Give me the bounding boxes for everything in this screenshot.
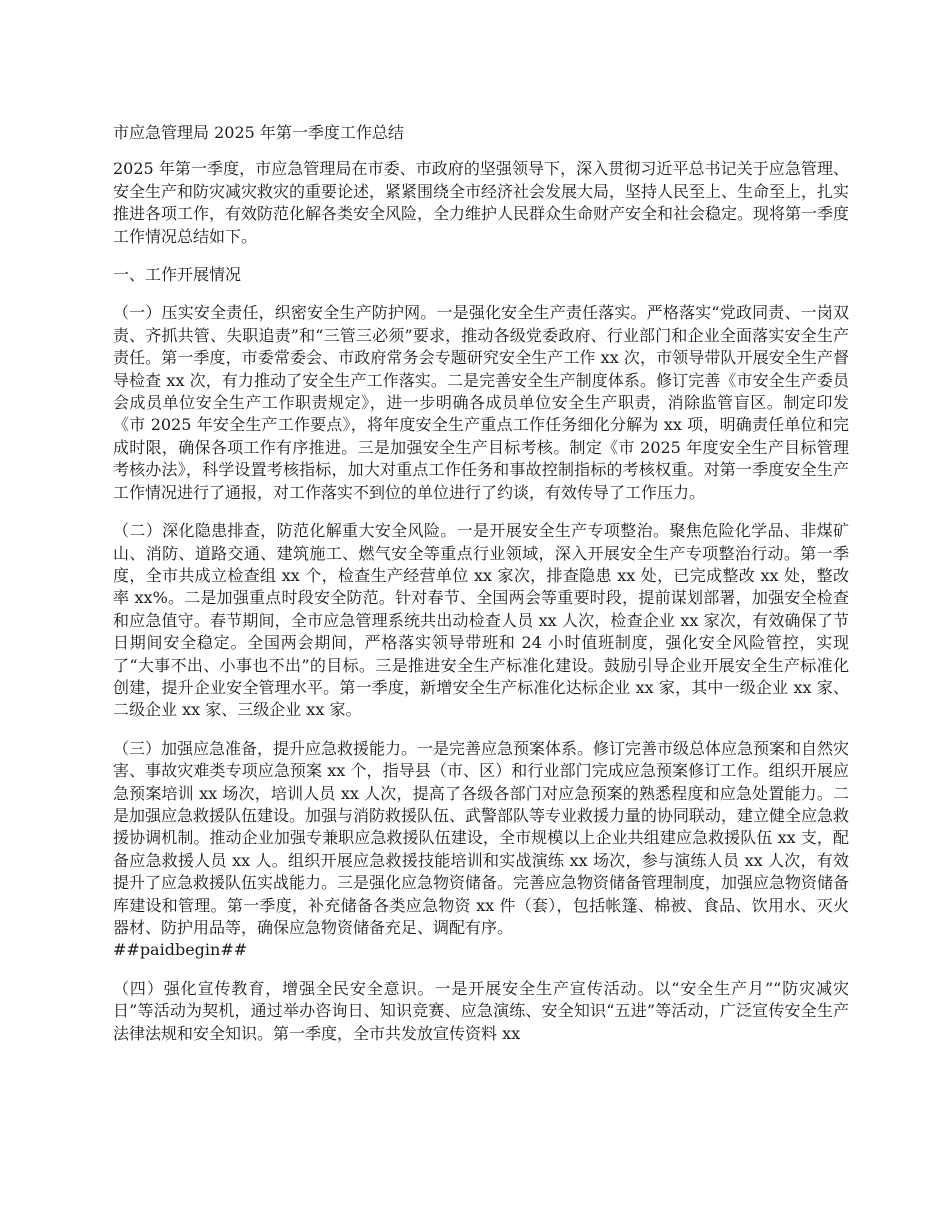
- paragraph-3: [113, 738, 849, 962]
- intro-paragraph: 2025 年第一季度，市应急管理局在市委、市政府的坚强领导下，深入贯彻习近平总书记关于应急管理、安全生产和防灾减灾救灾的重要论述，紧紧围绕全市经济社会发展大局，坚持人民至上、生命至上，扎实推进各项工作，有效防范化解各类安全风险，全力维护人民群众生命财产安全和社会稳定。现将第一季度工作情况总结如下。: [113, 159, 850, 246]
- paragraph-3-text: （三）加强应急准备，提升应急救援能力。一是完善应急预案体系。修订完善市级总体应急预案和自然灾害、事故灾难类专项应急预案 xx 个，指导县（市、区）和行业部门完成应急预案修订工作。组织开展应急预案培训 xx 场次，培训人员 xx 人次，提高了各级各部门对应急预案的熟悉程度和应急处置能力。二是加强应急救援队伍建设。加强与消防救援队伍、武警部队等专业救援力量的协同联动，建立健全应急救援协调机制。推动企业加强专兼职应急救援队伍建设，全市规模以上企业共组建应急救援队伍 xx 支，配备应急救援人员 xx 人。组织开展应急救援技能培训和实战演练 xx 场次，参与演练人员 xx 人次，有效提升了应急救援队伍实战能力。三是强化应急物资储备。完善应急物资储备管理制度，加强应急物资储备库建设和管理。第一季度，补充储备各类应急物资 xx 件（套），包括帐篷、棉被、食品、饮用水、灭火器材、防护用品等，确保应急物资储备充足、调配有序。: [113, 738, 850, 937]
- document-page: [113, 122, 849, 1061]
- paid-marker: ##paidbegin##: [113, 940, 248, 960]
- paragraph-1: （一）压实安全责任，织密安全生产防护网。一是强化安全生产责任落实。严格落实“党政同责、一岗双责、齐抓共管、失职追责”和“三管三必须”要求，推动各级党委政府、行业部门和企业全面落实安全生产责任。第一季度，市委常委会、市政府常务会专题研究安全生产工作 xx 次，市领导带队开展安全生产督导检查 xx 次，有力推动了安全生产工作落实。二是完善安全生产制度体系。修订完善《市安全生产委员会成员单位安全生产工作职责规定》，进一步明确各成员单位安全生产职责，消除监管盲区。制定印发《市 2025 年安全生产工作要点》，将年度安全生产重点工作任务细化分解为 xx 项，明确责任单位和完成时限，确保各项工作有序推进。三是加强安全生产目标考核。制定《市 2025 年度安全生产目标管理考核办法》，科学设置考核指标，加大对重点工作任务和事故控制指标的考核权重。对第一季度安全生产工作情况进行了通报，对工作落实不到位的单位进行了约谈，有效传导了工作压力。: [113, 303, 849, 502]
- document-title: 市应急管理局 2025 年第一季度工作总结: [113, 123, 404, 142]
- section-heading: 一、工作开展情况: [113, 265, 242, 285]
- paragraph-2: （二）深化隐患排查，防范化解重大安全风险。一是开展安全生产专项整治。聚焦危险化学品、非煤矿山、消防、道路交通、建筑施工、燃气安全等重点行业领域，深入开展安全生产专项整治行动。第一季度，全市共成立检查组 xx 个，检查生产经营单位 xx 家次，排查隐患 xx 处，已完成整改 xx 处，整改率 xx%。二是加强重点时段安全防范。针对春节、全国两会等重要时段，提前谋划部署，加强安全检查和应急值守。春节期间，全市应急管理系统共出动检查人员 xx 人次，检查企业 xx 家次，有效确保了节日期间安全稳定。全国两会期间，严格落实领导带班和 24 小时值班制度，强化安全风险管控，实现了“大事不出、小事也不出”的目标。三是推进安全生产标准化建设。鼓励引导企业开展安全生产标准化创建，提升企业安全管理水平。第一季度，新增安全生产标准化达标企业 xx 家，其中一级企业 xx 家、二级企业 xx 家、三级企业 xx 家。: [113, 521, 849, 720]
- paragraph-4: （四）强化宣传教育，增强全民安全意识。一是开展安全生产宣传活动。以“安全生产月”“防灾减灾日”等活动为契机，通过举办咨询日、知识竞赛、应急演练、安全知识“五进”等活动，广泛宣传安全生产法律法规和安全知识。第一季度，全市共发放宣传资料 xx: [113, 978, 849, 1043]
